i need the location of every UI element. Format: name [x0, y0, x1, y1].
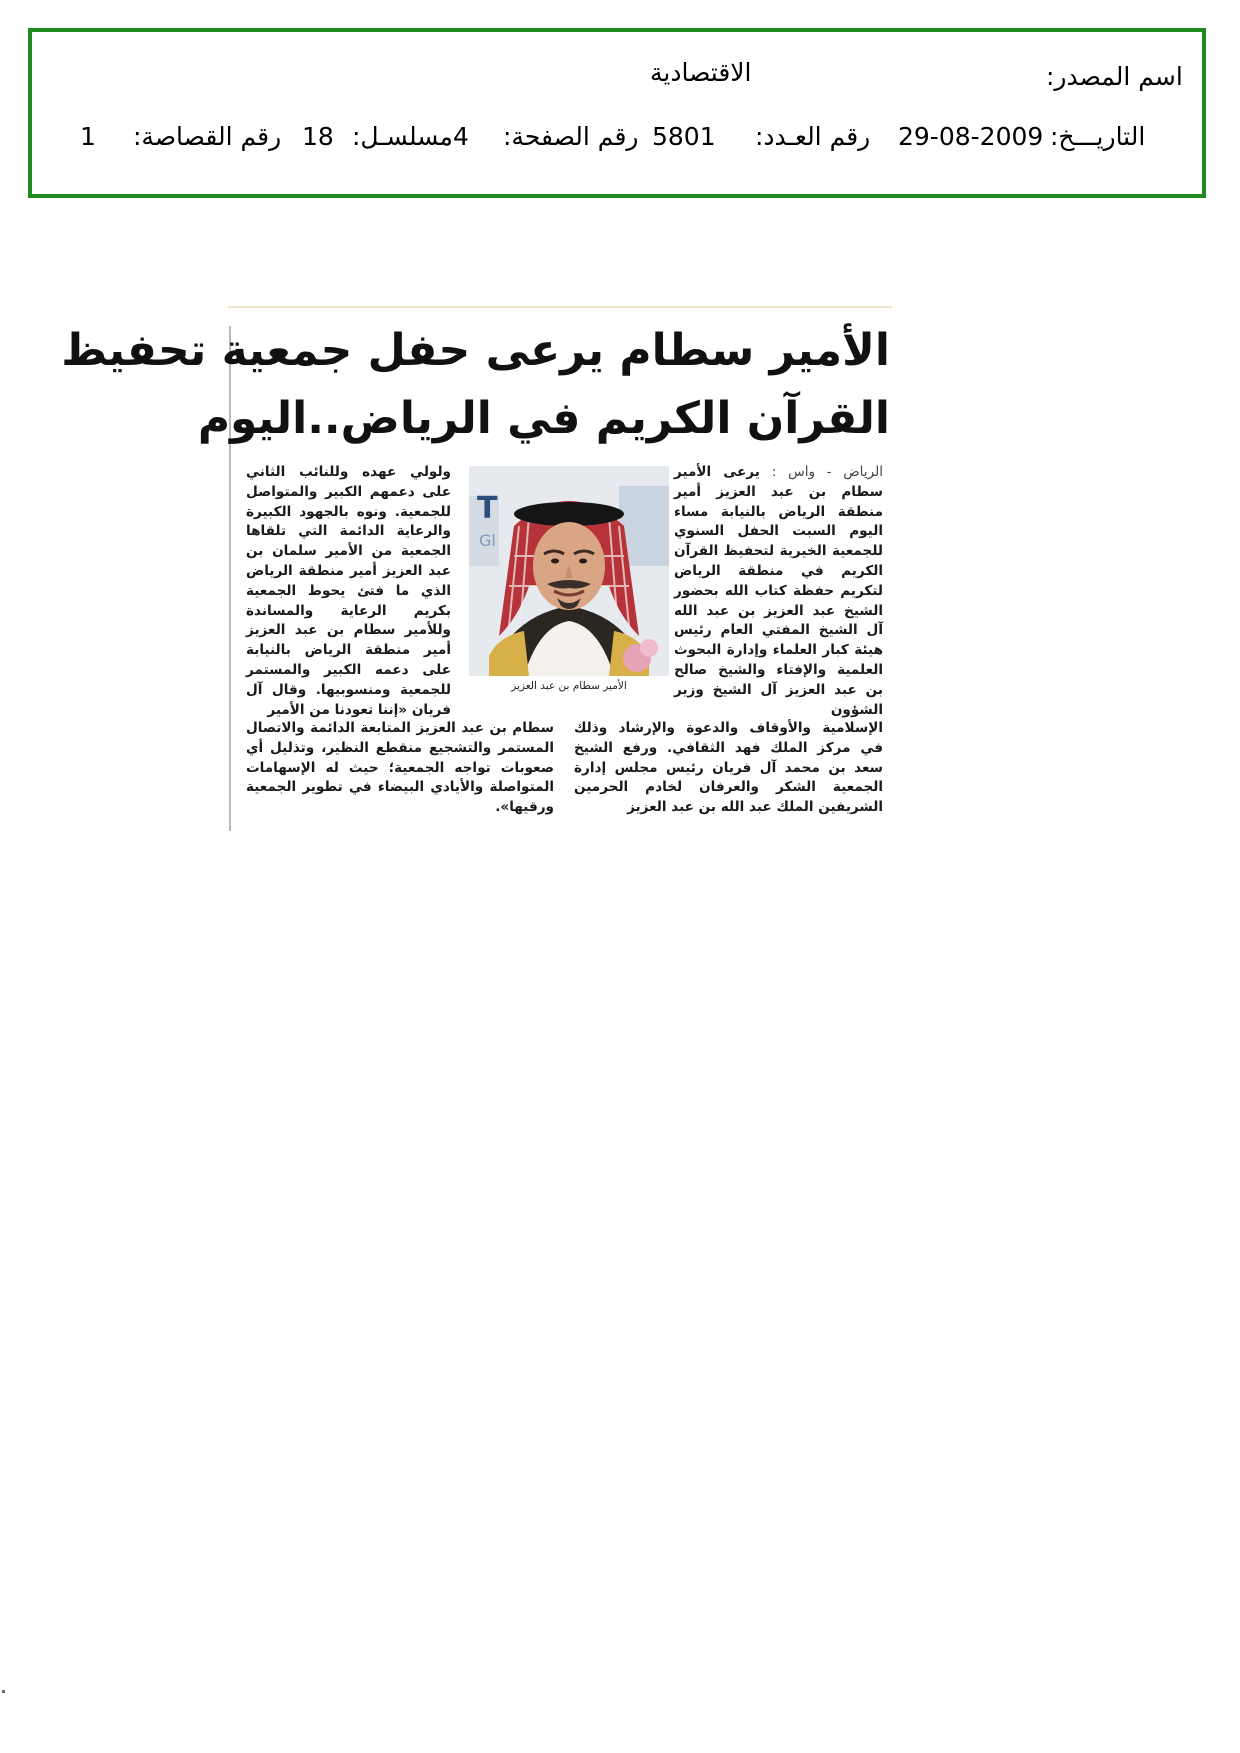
headline-line-1: الأمير سطام يرعى حفل جمعية تحفيظ: [61, 325, 890, 376]
serial-value: 18: [302, 122, 334, 151]
page-label: رقم الصفحة:: [503, 122, 639, 151]
column-right-text: يرعى الأمير سطام بن عبد العزيز أمير منطقة الرياض بالنيابة مساء اليوم السبت الحفل السنوي للجمعية الخيرية لتحفيظ القرآن الكريم في منطقة الرياض لتكريم حفظة كتاب الله بحضور الشيخ عبد العزيز بن عبد الله آل الشيخ المفتي العام رئيس هيئة كبار العلماء وإدارة البحوث العلمية والإفتاء والشيخ صالح بن عبد العزيز آل الشيخ وزير الشؤون: [674, 464, 883, 718]
clip-label: رقم القصاصة:: [133, 122, 282, 151]
scan-speck: [2, 1690, 5, 1693]
source-label: اسم المصدر:: [1046, 62, 1183, 91]
serial-label: مسلسـل:: [352, 122, 453, 151]
dateline: الرياض - واس :: [771, 464, 883, 480]
article-column-bottom-left: سطام بن عبد العزيز المتابعة الدائمة والاتصال المستمر والتشجيع منقطع النظير، وتذليل أي صعوبات تواجه الجمعية؛ حيث له الإسهامات المتواصلة والأيادي البيضاء في تطوير الجمعية ورقيها».: [246, 720, 554, 816]
metadata-box: [28, 28, 1206, 198]
issue-label: رقم العـدد:: [755, 122, 871, 151]
portrait-photo-icon: [469, 466, 669, 676]
page-value: 4: [453, 122, 469, 151]
photo-caption: الأمير سطام بن عبد العزيز: [511, 680, 627, 692]
issue-value: 5801: [652, 122, 716, 151]
source-value: الاقتصادية: [650, 58, 752, 87]
svg-text:Gl: Gl: [479, 531, 496, 550]
clip-value: 1: [80, 122, 96, 151]
svg-text:T: T: [477, 491, 498, 526]
headline-line-2: القرآن الكريم في الرياض..اليوم: [197, 393, 890, 444]
top-divider: [228, 306, 892, 308]
article-column-right: [674, 463, 883, 720]
date-label: التاريـــخ:: [1050, 122, 1146, 151]
article-column-bottom-right: الإسلامية والأوقاف والدعوة والإرشاد وذلك في مركز الملك فهد الثقافي. ورفع الشيخ سعد بن محمد آل فريان رئيس مجلس إدارة الجمعية الشكر والعرفان لخادم الحرمين الشريفين الملك عبد الله بن عبد العزيز: [574, 720, 883, 816]
article-column-left: ولولي عهده وللنائب الثاني على دعمهم الكبير والمتواصل للجمعية. ونوه بالجهود الكبيرة والرعاية الدائمة التي تلقاها الجمعية من الأمير سلمان بن عبد العزيز أمير منطقة الرياض الذي ما فتئ يحوط الجمعية بكريم الرعاية والمساندة وللأمير سطام بن عبد العزيز أمير منطقة الرياض بالنيابة على دعمه الكبير والمستمر للجمعية ومنسوبيها. وقال آل فريان «إننا تعودنا من الأمير: [246, 464, 451, 718]
date-value: 29-08-2009: [898, 122, 1044, 151]
